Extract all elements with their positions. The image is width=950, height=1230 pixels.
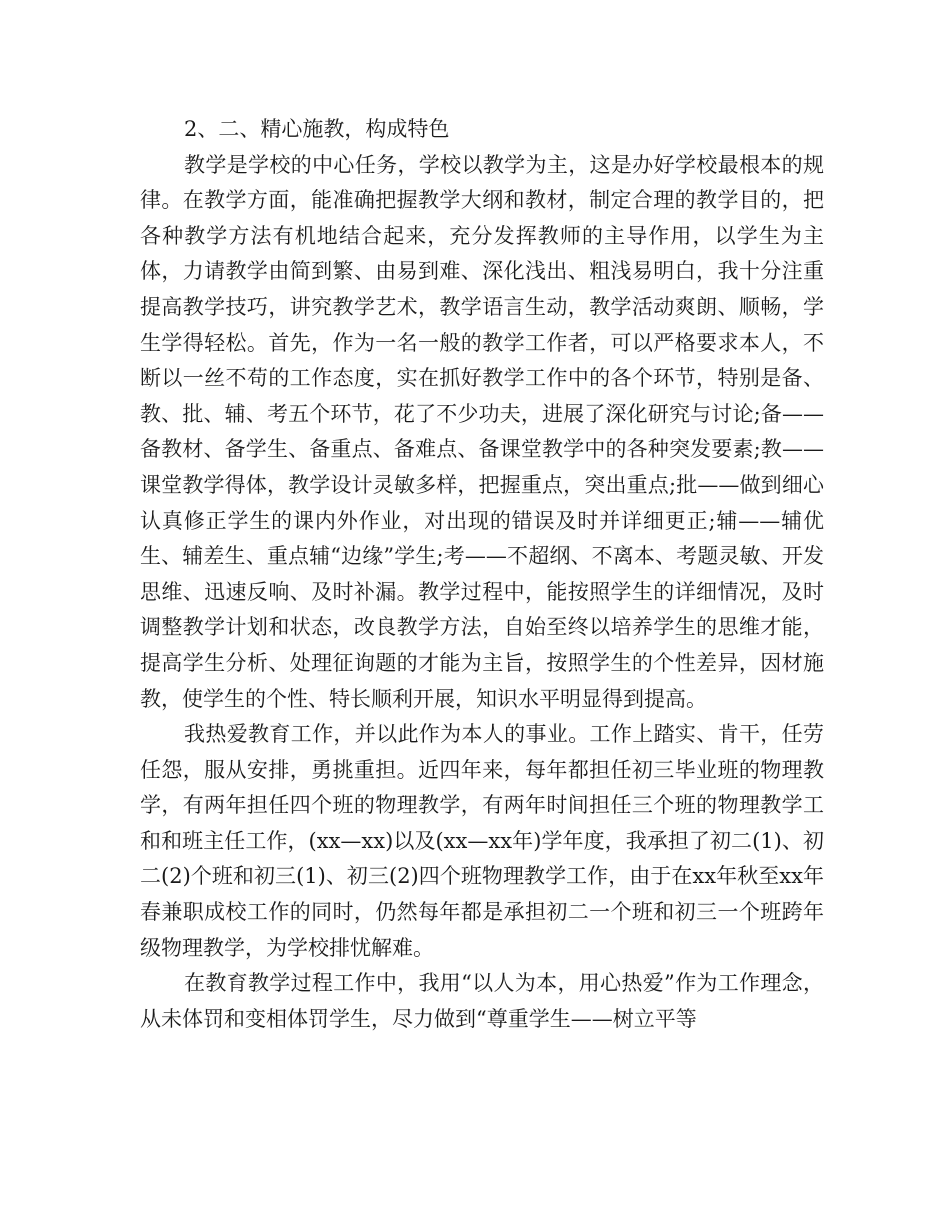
paragraph-dedication: 我热爱教育工作，并以此作为本人的事业。工作上踏实、肯干，任劳任怨，服从安排，勇挑重担。近四年来，每年都担任初三毕业班的物理教学，有两年担任四个班的物理教学，有两年时间担任三个班的物理教学工和和班主任工作，(xx—xx)以及(xx—xx年)学年度，我承担了初二(1)、初二(2)个班和初三(1)、初三(2)四个班物理教学工作，由于在xx年秋至xx年春兼职成校工作的同时，仍然每年都是承担初二一个班和初三一个班跨年级物理教学，为学校排忧解难。 [140, 722, 824, 960]
section-heading: 2、二、精心施教，构成特色 [184, 117, 450, 141]
document-body [140, 112, 824, 1037]
paragraph-philosophy: 在教育教学过程工作中，我用“以人为本，用心热爱”作为工作理念，从未体罚和变相体罚学生，尽力做到“尊重学生——树立平等 [140, 971, 824, 1031]
paragraph-teaching: 教学是学校的中心任务，学校以教学为主，这是办好学校最根本的规律。在教学方面，能准确把握教学大纲和教材，制定合理的教学目的，把各种教学方法有机地结合起来，充分发挥教师的主导作用，以学生为主体，力请教学由简到繁、由易到难、深化浅出、粗浅易明白，我十分注重提高教学技巧，讲究教学艺术，教学语言生动，教学活动爽朗、顺畅，学生学得轻松。首先，作为一名一般的教学工作者，可以严格要求本人，不断以一丝不苟的工作态度，实在抓好教学工作中的各个环节，特别是备、教、批、辅、考五个环节，花了不少功夫，进展了深化研究与讨论;备——备教材、备学生、备重点、备难点、备课堂教学中的各种突发要素;教——课堂教学得体，教学设计灵敏多样，把握重点，突出重点;批——做到细心认真修正学生的课内外作业，对出现的错误及时并详细更正;辅——辅优生、辅差生、重点辅“边缘”学生;考——不超纲、不离本、考题灵敏、开发思维、迅速反响、及时补漏。教学过程中，能按照学生的详细情况，及时调整教学计划和状态，改良教学方法，自始至终以培养学生的思维才能，提高学生分析、处理征询题的才能为主旨，按照学生的个性差异，因材施教，使学生的个性、特长顺利开展，知识水平明显得到提高。 [140, 152, 824, 711]
